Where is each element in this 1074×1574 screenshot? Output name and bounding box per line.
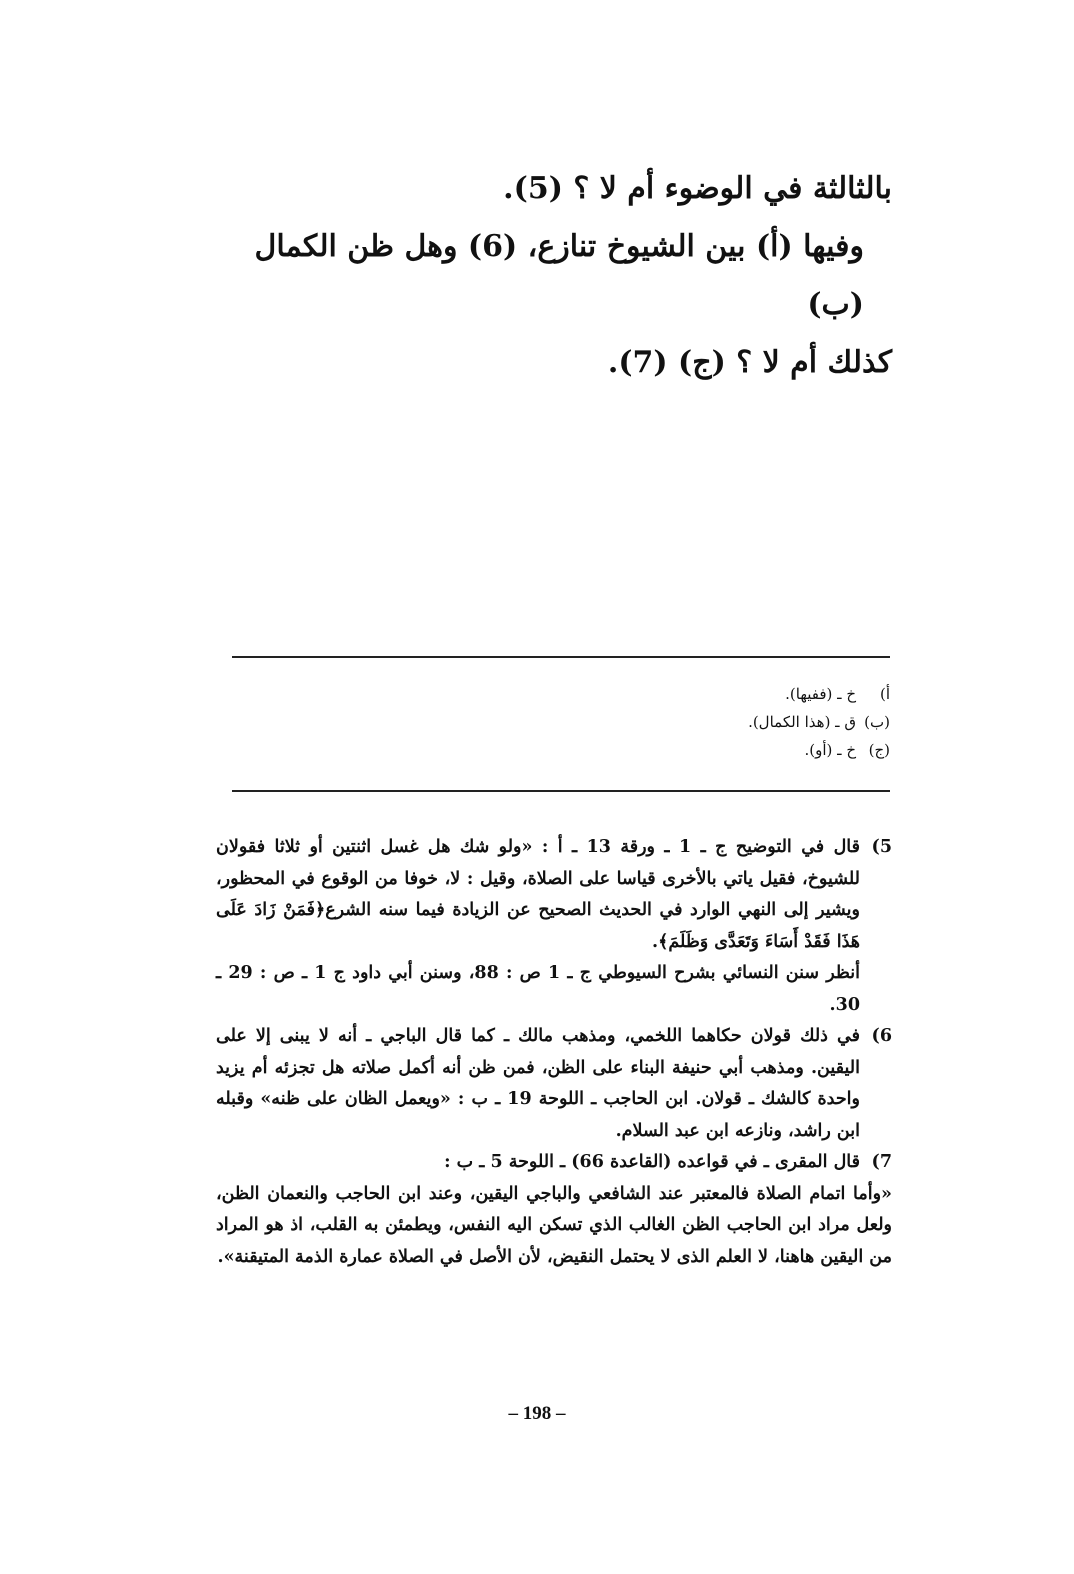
main-text-line-2: وفيها (أ) بين الشيوخ تنازع، (6) وهل ظن الكمال (ب) (254, 229, 864, 322)
footnote-number: 6) (871, 1026, 892, 1046)
footnote-7-quotation: «وأما اتمام الصلاة فالمعتبر عند الشافعي والباجي اليقين، وعند ابن الحاجب والنعمان الظن، ولعل مراد ابن الحاجب الظن الغالب الذي تسكن اليه النفس، ويطمئن به القلب، اذ هو المراد من اليقين هاهنا، لا العلم الذى لا يحتمل النقيض، لأن الأصل في الصلاة عمارة الذمة المتيقنة». (216, 1183, 892, 1267)
variant-text: ق ـ (هذا الكمال). (748, 713, 856, 731)
variants-top-rule (232, 656, 890, 658)
footnote-7 (216, 1147, 892, 1179)
variant-b (490, 708, 890, 736)
page-number: – 198 – (508, 1403, 566, 1424)
variant-text: خ ـ (أو). (804, 741, 856, 759)
variant-c (490, 736, 890, 764)
variant-mark: (ج) (868, 741, 890, 759)
variant-a (490, 680, 890, 708)
variant-mark: (ب) (864, 713, 890, 731)
footnotes (216, 832, 892, 1273)
footnote-paragraph: قال في التوضيح ج ـ 1 ـ ورقة 13 ـ أ : «ولو شك هل غسل اثنتين أو ثلاثا فقولان للشيوخ، فقيل ياتي بالأخرى قياسا على الصلاة، وقيل : لا، خوفا من الوقوع في المحظور، ويشير إلى النهي الوارد في الحديث الصحيح عن الزيادة فيما سنه الشرع﴿فَمَنْ زَادَ عَلَى هَذَا فَقَدْ أَسَاءَ وَتَعَدَّى وَظَلَمَ﴾. (216, 837, 860, 952)
main-text-line-3: كذلك أم لا ؟ (ج) (7). (607, 345, 892, 380)
variant-mark: أ) (879, 685, 890, 703)
footnote-6 (216, 1021, 892, 1147)
variant-text: خ ـ (ففيها). (785, 685, 856, 703)
manuscript-variants (490, 680, 890, 764)
footnote-5 (216, 832, 892, 1021)
main-text (212, 160, 892, 392)
footnote-number: 7) (871, 1152, 892, 1172)
footnote-paragraph: في ذلك قولان حكاهما اللخمي، ومذهب مالك ـ كما قال الباجي ـ أنه لا يبنى إلا على اليقين. ومذهب أبي حنيفة البناء على الظن، فمن ظن أنه أكمل صلاته هل تجزئه أم يزيد واحدة كالشك ـ قولان. ابن الحاجب ـ اللوحة 19 ـ ب : «ويعمل الظان على ظنه» وقبله ابن راشد، ونازعه ابن عبد السلام. (216, 1026, 860, 1141)
main-text-line-1: بالثالثة في الوضوء أم لا ؟ (5). (503, 171, 892, 206)
variants-bottom-rule (232, 790, 890, 792)
footnote-paragraph: قال المقرى ـ في قواعده (القاعدة 66) ـ اللوحة 5 ـ ب : (444, 1152, 860, 1172)
footnote-number: 5) (871, 837, 892, 857)
footnote-paragraph: أنظر سنن النسائي بشرح السيوطي ج ـ 1 ص : 88، وسنن أبي داود ج 1 ـ ص : 29 ـ 30. (216, 963, 861, 1015)
